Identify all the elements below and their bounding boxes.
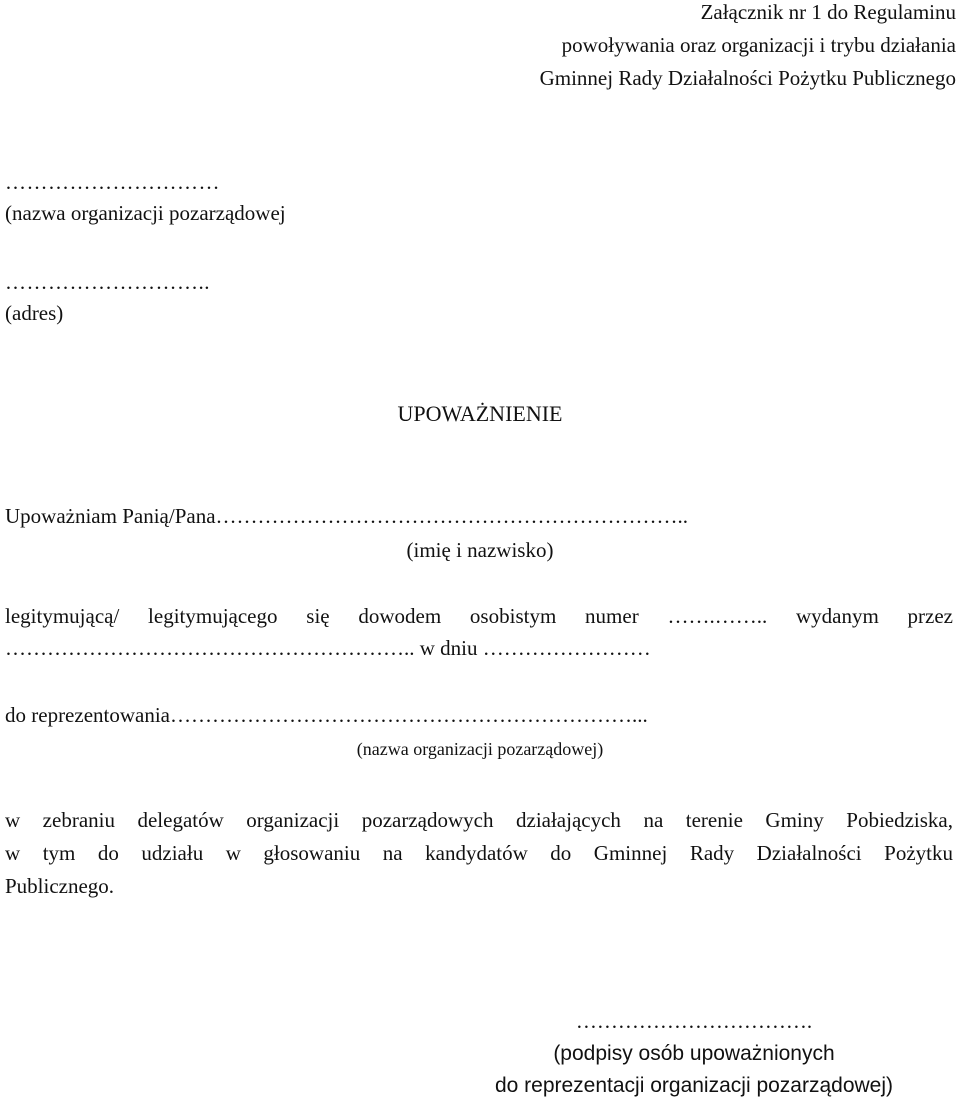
organization-address-dots: ……………………….. [5, 270, 210, 294]
header-line-3: Gminnej Rady Działalności Pożytku Publicznego [539, 66, 956, 90]
organization-name-dots: ………………………… [5, 170, 220, 194]
organization-address-label: (adres) [5, 301, 64, 325]
purpose-line-2: w tym do udziału w głosowaniu na kandydatów do Gminnej Rady Działalności Pożytku [5, 841, 953, 865]
header-line-2: powoływania oraz organizacji i trybu działania [561, 33, 956, 57]
organization-caption: (nazwa organizacji pozarządowej) [356, 739, 604, 759]
organization-name-label: (nazwa organizacji pozarządowej [5, 201, 286, 225]
authorize-line: Upoważniam Panią/Pana………………………………………………………….. [5, 504, 689, 528]
issued-line: ………………………………………………….. w dniu …………………… [5, 636, 651, 660]
header-line-1: Załącznik nr 1 do Regulaminu [700, 0, 956, 24]
signature-label-line-2: do reprezentacji organizacji pozarządowej) [494, 1074, 894, 1097]
id-line: legitymującą/ legitymującego się dowodem osobistym numer …….…….. wydanym przez [5, 604, 953, 628]
document-title: UPOWAŻNIENIE [397, 401, 563, 426]
name-caption: (imię i nazwisko) [406, 538, 554, 562]
purpose-line-1: w zebraniu delegatów organizacji pozarządowych działających na terenie Gminy Pobiedziska, [5, 808, 953, 832]
represent-line: do reprezentowania…………………………………………………………... [5, 703, 648, 727]
signature-label-line-1: (podpisy osób upoważnionych [553, 1042, 835, 1065]
signature-dots: ……………………………. [575, 1009, 813, 1033]
purpose-line-3: Publicznego. [5, 874, 115, 898]
